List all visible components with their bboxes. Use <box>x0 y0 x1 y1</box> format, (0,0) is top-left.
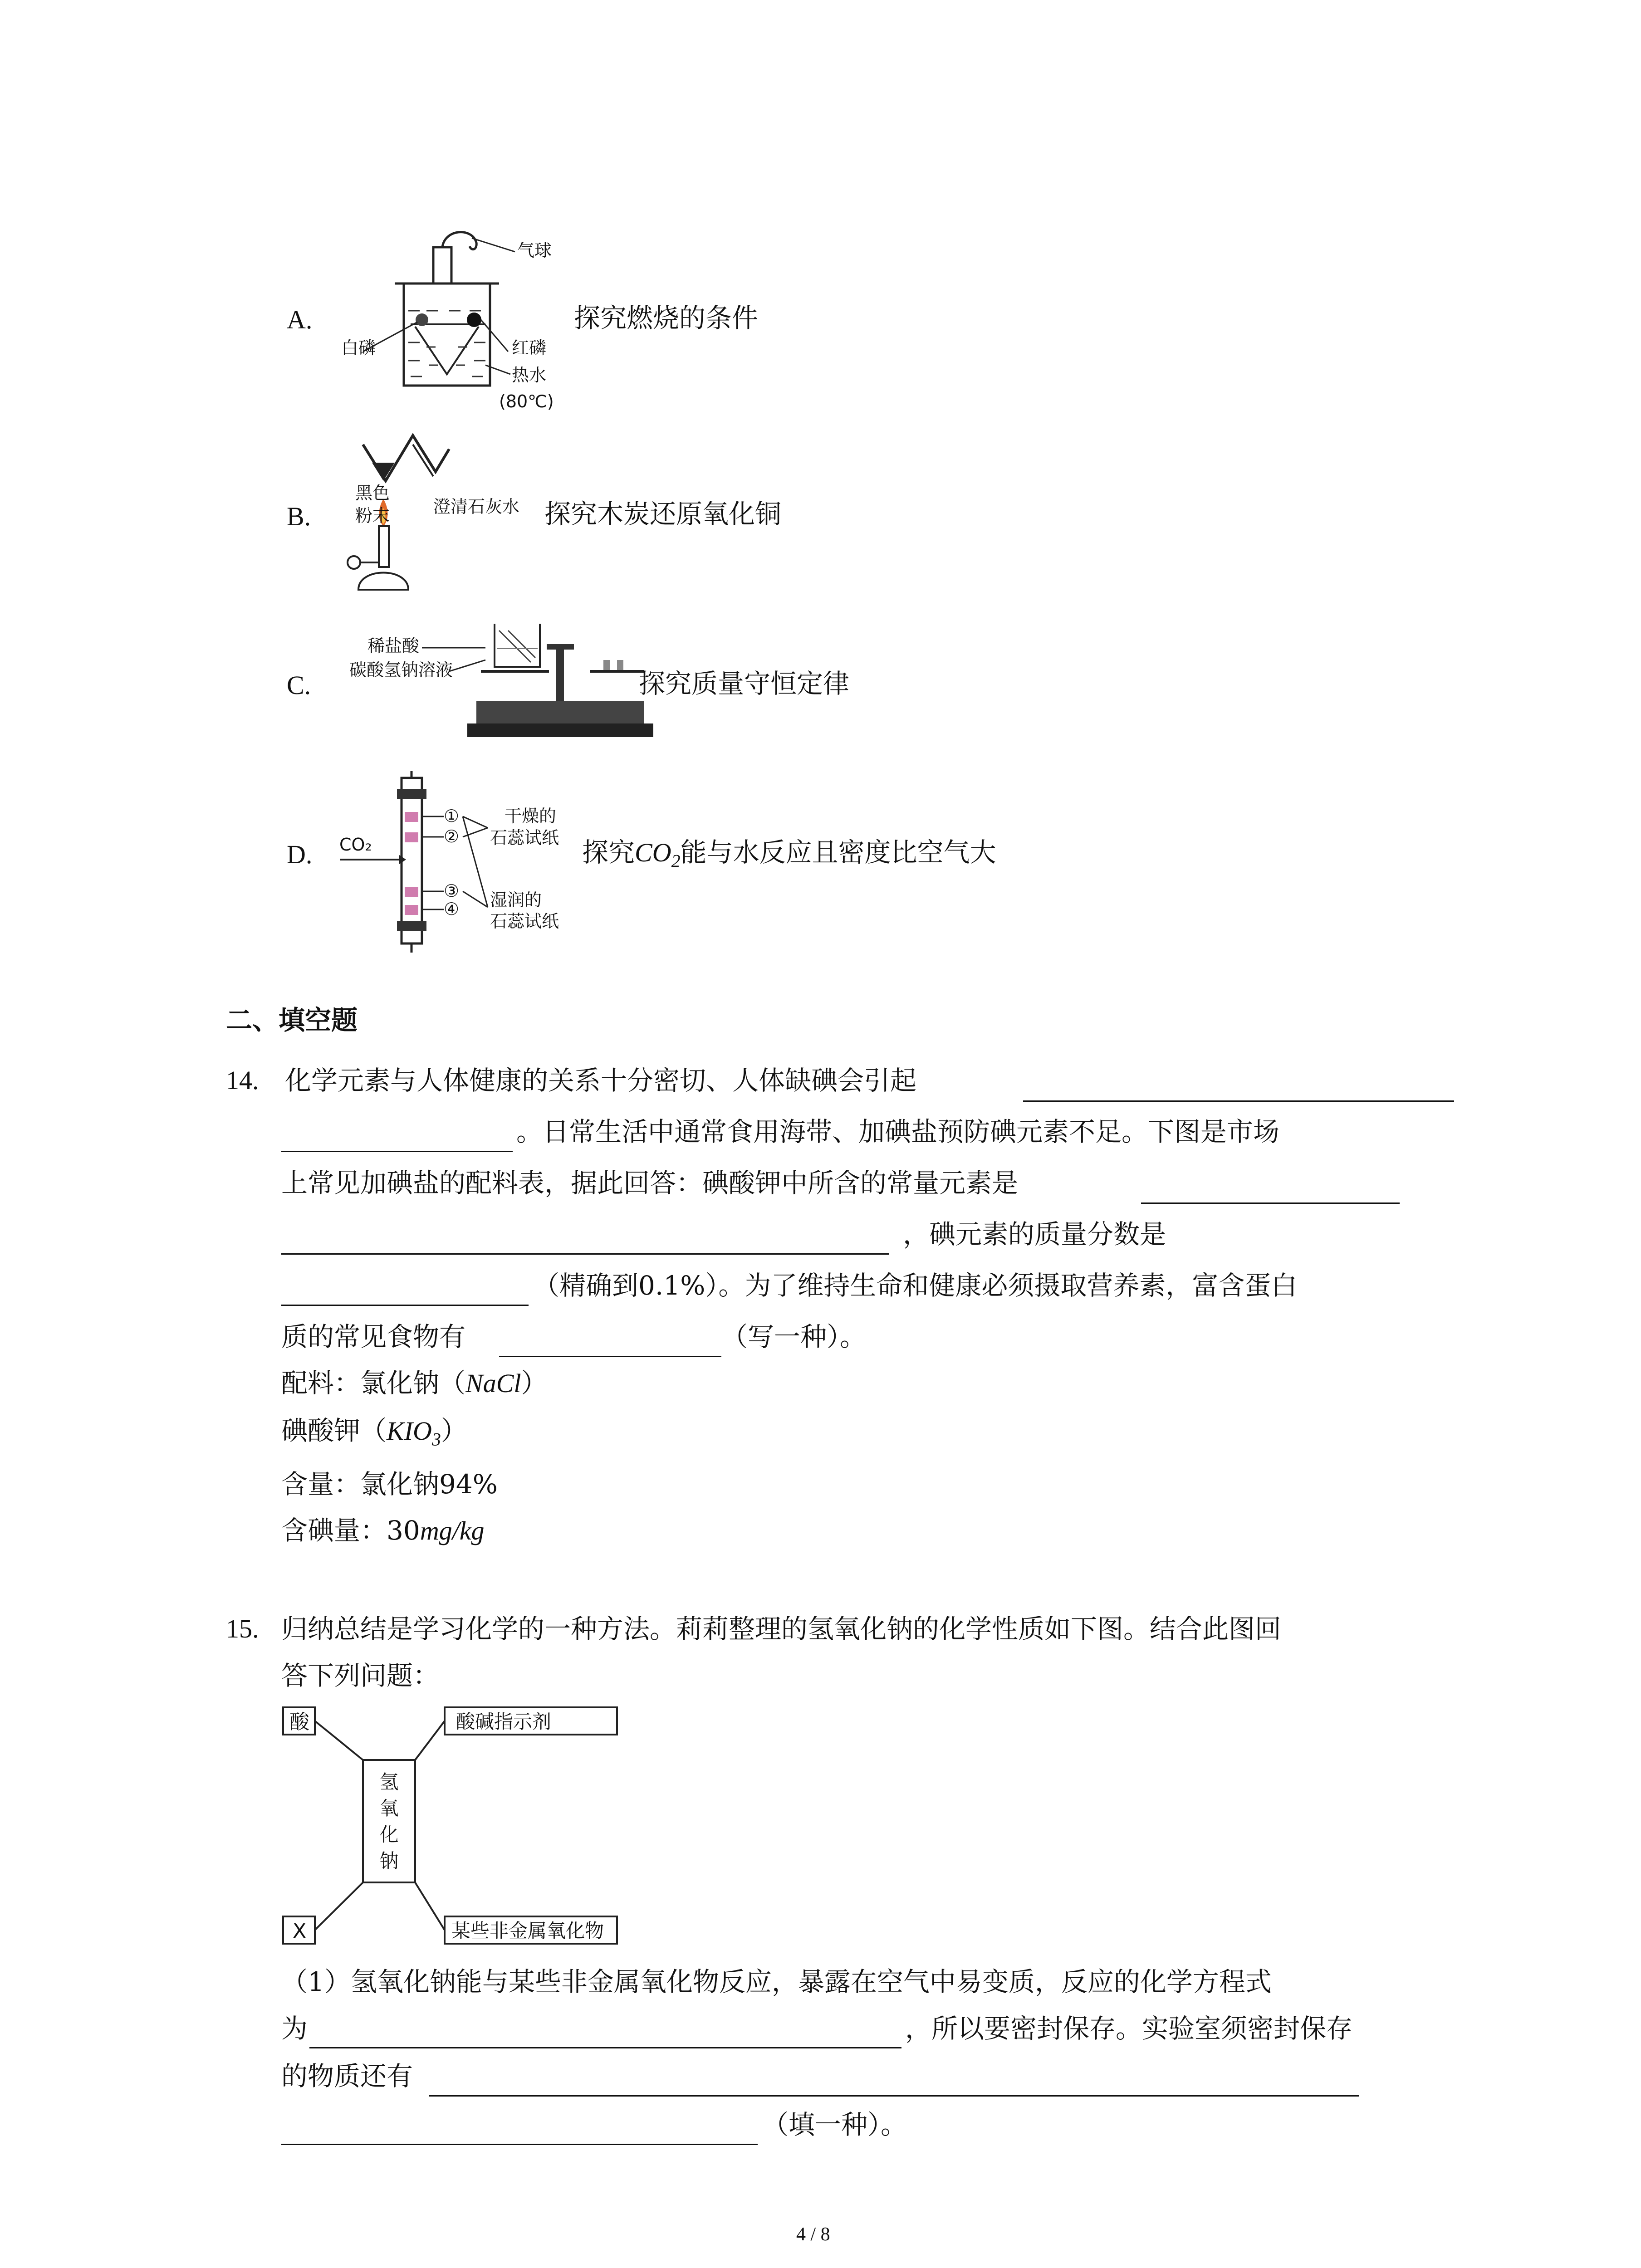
balance-apparatus-figure <box>467 617 653 739</box>
diagram-oxide: 某些非金属氧化物 <box>451 1920 604 1942</box>
label-wet: 湿润的 <box>490 890 542 910</box>
label-powder: 粉末 <box>355 506 390 526</box>
q14-ingredient-2: 碘酸钾$(KIO_3)$ <box>281 1415 467 1450</box>
option-a-letter: A. <box>287 305 313 334</box>
q14-line1: 化学元素与人体健康的关系十分密切、人体缺碘会引起 <box>285 1065 917 1096</box>
q14-ingredient-3: 含量：氯化钠94% <box>281 1469 498 1500</box>
leader-lines-c <box>422 635 490 689</box>
label-temperature: (80℃) <box>499 391 554 411</box>
q14-line4: ，碘元素的质量分数是 <box>903 1219 1166 1250</box>
label-hot-water: 热水 <box>512 365 547 385</box>
label-balloon: 气球 <box>517 240 552 260</box>
q14-blank-1b[interactable] <box>281 1150 513 1152</box>
q14-line5: （精确到0.1%）。为了维持生命和健康必须摄取营养素，富含蛋白 <box>533 1270 1298 1301</box>
q15-line2: 答下列问题： <box>281 1660 440 1691</box>
label-dry-litmus: 石蕊试纸 <box>490 828 559 848</box>
label-n4: ④ <box>444 899 460 919</box>
q15-sub1-line2b: ，所以要密封保存。实验室须密封保存 <box>905 2013 1353 2044</box>
q14-blank-2b[interactable] <box>281 1253 889 1255</box>
label-n2: ② <box>444 826 460 846</box>
option-a-text: 探究燃烧的条件 <box>574 303 759 333</box>
diagram-acid: 酸 <box>289 1711 309 1734</box>
label-n3: ③ <box>444 881 460 901</box>
q14-blank-4[interactable] <box>499 1355 721 1357</box>
label-dry: 干燥的 <box>505 806 557 826</box>
label-red-phosphorus: 红磷 <box>512 338 547 358</box>
q15-blank-2a[interactable] <box>429 2095 1359 2097</box>
option-d-letter: D. <box>287 840 313 869</box>
q15-blank-1[interactable] <box>309 2047 901 2048</box>
label-wet-litmus: 石蕊试纸 <box>490 911 559 931</box>
q14-ingredient-1: 配料：氯化钠（NaCl） <box>281 1368 548 1398</box>
label-dilute-acid: 稀盐酸 <box>367 636 420 656</box>
section-title: 二、填空题 <box>226 1005 358 1036</box>
label-limewater: 澄清石灰水 <box>433 497 520 517</box>
option-b-text: 探究木炭还原氧化铜 <box>544 499 782 529</box>
q14-blank-1a[interactable] <box>1023 1100 1454 1102</box>
q14-blank-3[interactable] <box>281 1304 529 1306</box>
diagram-x: X <box>293 1920 307 1943</box>
q15-sub1-line1: （1）氢氧化钠能与某些非金属氧化物反应，暴露在空气中易变质，反应的化学方程式 <box>281 1966 1272 1997</box>
q15-sub1-line4: （填一种）。 <box>762 2109 907 2140</box>
diagram-indicator: 酸碱指示剂 <box>456 1711 552 1733</box>
label-co2-arrow: CO₂ <box>339 835 372 855</box>
q15-sub1-line2a: 为 <box>281 2013 308 2044</box>
q14-line6a: 质的常见食物有 <box>281 1321 466 1352</box>
q14-line3: 上常见加碘盐的配料表，据此回答：碘酸钾中所含的常量元素是 <box>281 1168 1019 1198</box>
option-c-letter: C. <box>287 670 311 700</box>
label-white-phosphorus: 白磷 <box>341 338 376 358</box>
label-n1: ① <box>444 806 460 826</box>
label-black: 黑色 <box>355 483 390 503</box>
q14-line6b: （写一种）。 <box>721 1321 867 1352</box>
option-d-text: 探究$CO_2$能与水反应且密度比空气大 <box>582 837 996 871</box>
naoh-properties-diagram <box>281 1706 626 1946</box>
q14-number: 14. <box>226 1066 259 1095</box>
option-c-text: 探究质量守恒定律 <box>639 668 850 699</box>
diagram-center: 氢 氧 化 钠 <box>379 1771 399 1872</box>
q15-line1: 归纳总结是学习化学的一种方法。莉莉整理的氢氧化钠的化学性质如下图。结合此图回 <box>281 1613 1282 1644</box>
label-bicarbonate-solution: 碳酸氢钠溶液 <box>349 660 453 680</box>
page-number: 4 / 8 <box>796 2224 830 2245</box>
q15-sub1-line3: 的物质还有 <box>281 2061 413 2092</box>
q15-number: 15. <box>226 1614 259 1643</box>
q14-ingredient-4: 含碘量：30mg/kg <box>281 1515 485 1546</box>
q14-blank-2a[interactable] <box>1141 1202 1400 1204</box>
option-b-letter: B. <box>287 502 311 531</box>
q15-blank-2b[interactable] <box>281 2143 758 2145</box>
q14-line2: 。日常生活中通常食用海带、加碘盐预防碘元素不足。下图是市场 <box>516 1116 1280 1147</box>
